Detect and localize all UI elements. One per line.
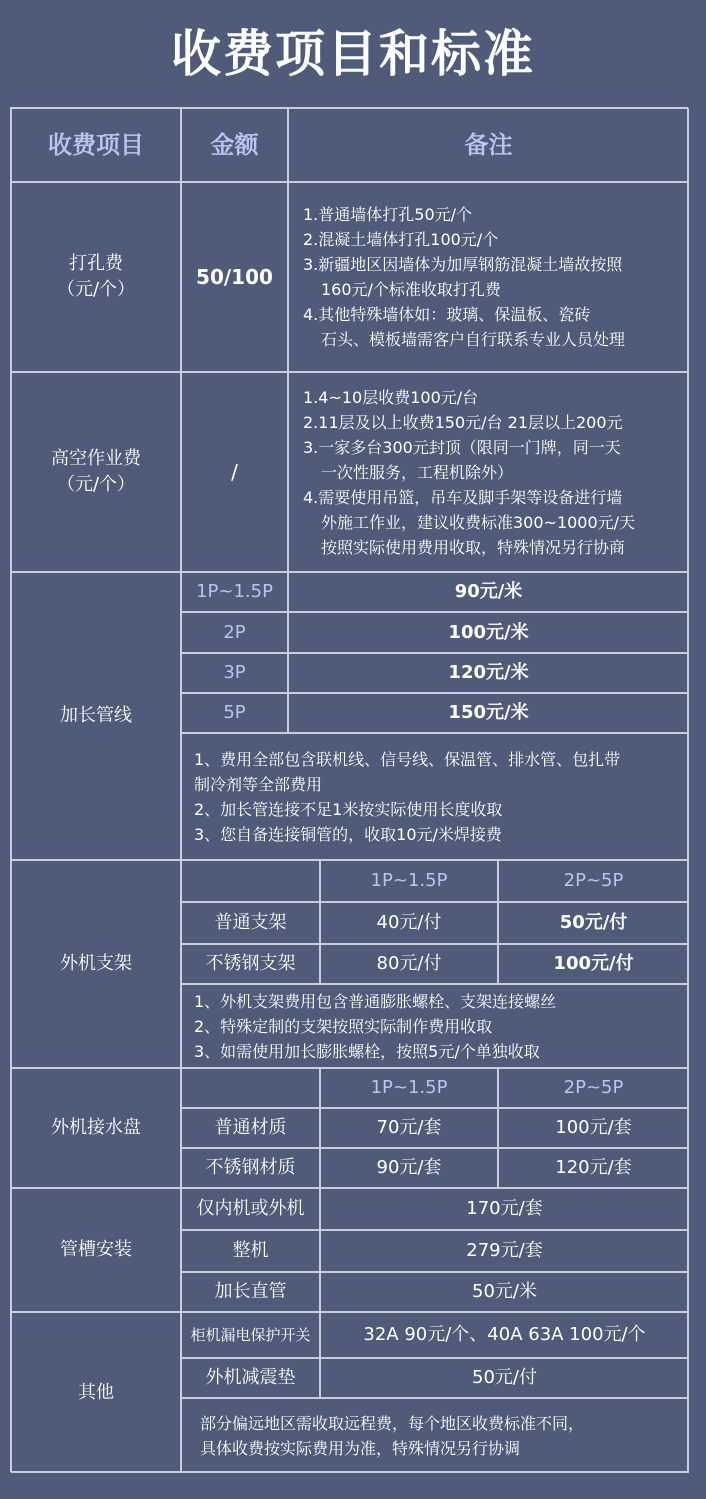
extension-spec: 1P~1.5P	[181, 572, 288, 612]
high-altitude-note-line: 按照实际使用费用收取，特殊情况另行协商	[321, 537, 626, 557]
drip-tray-row-label: 普通材质	[181, 1108, 320, 1148]
fee-table	[10, 107, 688, 1472]
high-altitude-note-line: 4.需要使用吊篮，吊车及脚手架等设备进行墙	[303, 487, 623, 507]
drilling-name	[11, 182, 181, 372]
header-remark: 备注	[288, 108, 689, 182]
extension-spec: 3P	[181, 653, 288, 693]
bracket-note-line: 3、如需使用加长膨胀螺栓，按照5元/个单独收取	[194, 1041, 540, 1061]
high-altitude-name-line2: （元/个）	[56, 474, 136, 495]
bracket-corner	[181, 860, 320, 902]
high-altitude-name	[11, 372, 181, 572]
bracket-price: 80元/付	[320, 944, 498, 984]
duct-price: 50元/米	[320, 1272, 689, 1312]
duct-price: 279元/套	[320, 1230, 689, 1272]
bracket-notes	[181, 984, 689, 1068]
drilling-note-line: 160元/个标准收取打孔费	[321, 280, 501, 299]
other-note-line: 部分偏远地区需收取远程费，每个地区收费标准不同，	[200, 1413, 585, 1433]
drilling-note-line: 4.其他特殊墙体如：玻璃、保温板、瓷砖	[303, 305, 591, 324]
bracket-name: 外机支架	[11, 860, 181, 1068]
bracket-price: 50元/付	[498, 902, 689, 944]
duct-row-label: 整机	[181, 1230, 320, 1272]
extension-price: 90元/米	[288, 572, 689, 612]
duct-price: 170元/套	[320, 1188, 689, 1230]
bracket-price: 40元/付	[320, 902, 498, 944]
high-altitude-note-line: 2.11层及以上收费150元/台 21层以上200元	[303, 412, 623, 432]
high-altitude-note-line: 1.4~10层收费100元/台	[303, 387, 479, 407]
drilling-name-line2: （元/个）	[56, 279, 136, 300]
drilling-notes	[288, 182, 689, 372]
drilling-note-line: 石头、模板墙需客户自行联系专业人员处理	[321, 330, 626, 349]
duct-row-label: 仅内机或外机	[181, 1188, 320, 1230]
high-altitude-note-line: 一次性服务，工程机除外）	[321, 462, 514, 482]
drip-tray-col2: 2P~5P	[498, 1068, 689, 1108]
high-altitude-amount: /	[181, 372, 288, 572]
extension-note-line: 制冷剂等全部费用	[194, 774, 323, 794]
extension-spec: 2P	[181, 612, 288, 653]
high-altitude-note-line: 3.一家多台300元封顶（限同一门牌，同一天	[303, 437, 621, 457]
extension-notes	[181, 733, 689, 860]
extension-price: 120元/米	[288, 653, 689, 693]
page-title: 收费项目和标准	[171, 25, 535, 83]
drip-tray-col1: 1P~1.5P	[320, 1068, 498, 1108]
bracket-price: 100元/付	[498, 944, 689, 984]
bracket-col2: 2P~5P	[498, 860, 689, 902]
extension-price: 100元/米	[288, 612, 689, 653]
extension-note-line: 1、费用全部包含联机线、信号线、保温管、排水管、包扎带	[194, 749, 621, 769]
extension-note-line: 3、您自备连接铜管的，收取10元/米焊接费	[194, 824, 502, 844]
other-notes	[181, 1398, 689, 1473]
drilling-note-line: 3.新疆地区因墙体为加厚钢筋混凝土墙故按照	[303, 255, 623, 274]
other-name: 其他	[11, 1312, 181, 1473]
other-price: 32A 90元/个、40A 63A 100元/个	[320, 1312, 689, 1358]
drip-tray-corner	[181, 1068, 320, 1108]
header-amount: 金额	[181, 108, 288, 182]
duct-name: 管槽安装	[11, 1188, 181, 1312]
high-altitude-note-line: 外施工作业，建议收费标准300~1000元/天	[321, 512, 636, 532]
extension-note-line: 2、加长管连接不足1米按实际使用长度收取	[194, 799, 503, 819]
high-altitude-notes	[288, 372, 689, 572]
bracket-row-label: 不锈钢支架	[181, 944, 320, 984]
drip-tray-price: 120元/套	[498, 1148, 689, 1188]
extension-spec: 5P	[181, 693, 288, 733]
bracket-note-line: 1、外机支架费用包含普通膨胀螺栓、支架连接螺丝	[194, 991, 557, 1011]
drilling-note-line: 2.混凝土墙体打孔100元/个	[303, 230, 499, 249]
bracket-col1: 1P~1.5P	[320, 860, 498, 902]
other-row-label: 柜机漏电保护开关	[181, 1312, 320, 1358]
duct-row-label: 加长直管	[181, 1272, 320, 1312]
other-note-line: 具体收费按实际费用为准，特殊情况另行协调	[200, 1438, 521, 1458]
other-price: 50元/付	[320, 1358, 689, 1398]
drip-tray-price: 90元/套	[320, 1148, 498, 1188]
drip-tray-price: 70元/套	[320, 1108, 498, 1148]
drip-tray-price: 100元/套	[498, 1108, 689, 1148]
extension-pipe-name: 加长管线	[11, 572, 181, 860]
drilling-note-line: 1.普通墙体打孔50元/个	[303, 205, 473, 224]
drilling-amount: 50/100	[181, 182, 288, 372]
bracket-note-line: 2、特殊定制的支架按照实际制作费用收取	[194, 1016, 493, 1036]
drip-tray-row-label: 不锈钢材质	[181, 1148, 320, 1188]
drilling-name-line1: 打孔费	[69, 253, 123, 274]
high-altitude-name-line1: 高空作业费	[51, 448, 141, 469]
bracket-row-label: 普通支架	[181, 902, 320, 944]
extension-price: 150元/米	[288, 693, 689, 733]
header-item: 收费项目	[11, 108, 181, 182]
other-row-label: 外机减震垫	[181, 1358, 320, 1398]
drip-tray-name: 外机接水盘	[11, 1068, 181, 1188]
